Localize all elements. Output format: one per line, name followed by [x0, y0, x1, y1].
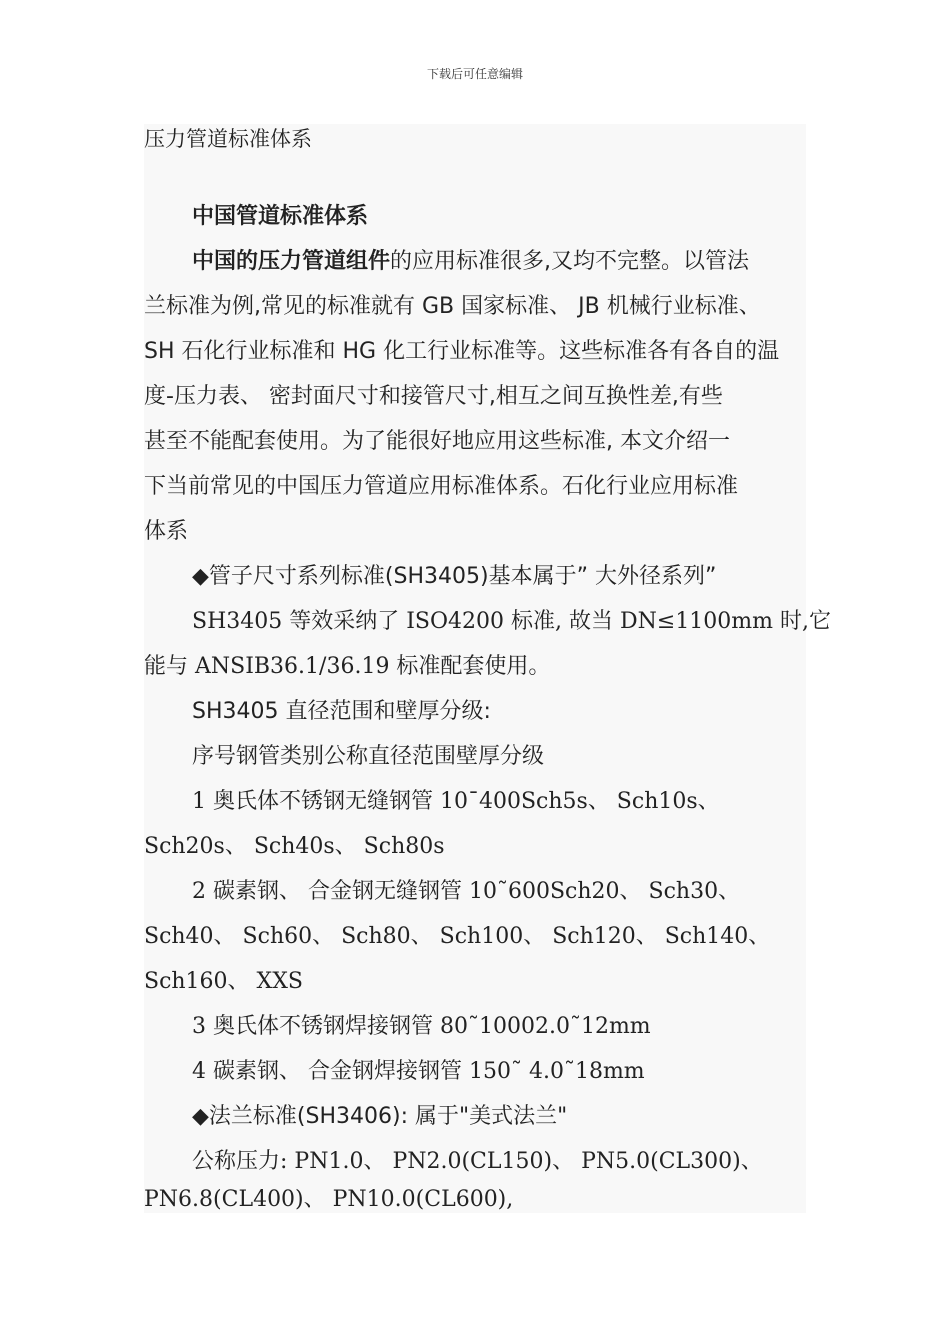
range-title: SH3405 直径范围和壁厚分级: [192, 699, 491, 724]
table-row: 1 奥氏体不锈钢无缝钢管 10¯400Sch5s、 Sch10s、 [192, 789, 720, 814]
pipe-standard-heading: ◆管子尺寸系列标准(SH3405)基本属于” 大外径系列” [192, 564, 717, 589]
paragraph-text: 的应用标准很多,又均不完整。以管法 [390, 249, 750, 274]
paragraph-line: 甚至不能配套使用。为了能很好地应用这些标准, 本文介绍一 [144, 429, 730, 454]
paragraph-line: 下当前常见的中国压力管道应用标准体系。石化行业应用标准 [144, 474, 739, 499]
paragraph-line: PN6.8(CL400)、 PN10.0(CL600), [144, 1187, 514, 1212]
document-body [144, 124, 832, 1213]
section-heading: 中国管道标准体系 [192, 204, 369, 229]
paragraph-line: 兰标准为例,常见的标准就有 GB 国家标准、 JB 机械行业标准、 [144, 294, 761, 319]
paragraph-line: 体系 [144, 519, 189, 544]
table-row-continuation: Sch20s、 Sch40s、 Sch80s [144, 834, 445, 859]
table-row: 2 碳素钢、 合金钢无缝钢管 10˜600Sch20、 Sch30、 [192, 879, 741, 904]
document-title: 压力管道标准体系 [144, 127, 312, 151]
page-header: 下载后可任意编辑 [426, 67, 523, 81]
table-row-continuation: Sch160、 XXS [144, 969, 303, 994]
paragraph-line: 能与 ANSIB36.1/36.19 标准配套使用。 [144, 654, 551, 679]
bold-phrase: 中国的压力管道组件 [192, 249, 391, 274]
flange-standard-heading: ◆法兰标准(SH3406): 属于"美式法兰" [192, 1104, 568, 1129]
paragraph-line [192, 247, 749, 277]
paragraph-line: SH3405 等效采纳了 ISO4200 标准, 故当 DN≤1100mm 时,它 [192, 609, 832, 634]
paragraph-line: 度-压力表、 密封面尺寸和接管尺寸,相互之间互换性差,有些 [144, 384, 723, 409]
table-row: 4 碳素钢、 合金钢焊接钢管 150˜ 4.0˜18mm [192, 1059, 645, 1084]
table-row-continuation: Sch40、 Sch60、 Sch80、 Sch100、 Sch120、 Sch140、 [144, 924, 771, 949]
paragraph-line: 公称压力: PN1.0、 PN2.0(CL150)、 PN5.0(CL300)、 [192, 1149, 763, 1174]
table-header: 序号钢管类别公称直径范围壁厚分级 [192, 744, 545, 769]
paragraph-line: SH 石化行业标准和 HG 化工行业标准等。这些标准各有各自的温 [144, 339, 780, 364]
table-row: 3 奥氏体不锈钢焊接钢管 80˜10002.0˜12mm [192, 1014, 651, 1039]
